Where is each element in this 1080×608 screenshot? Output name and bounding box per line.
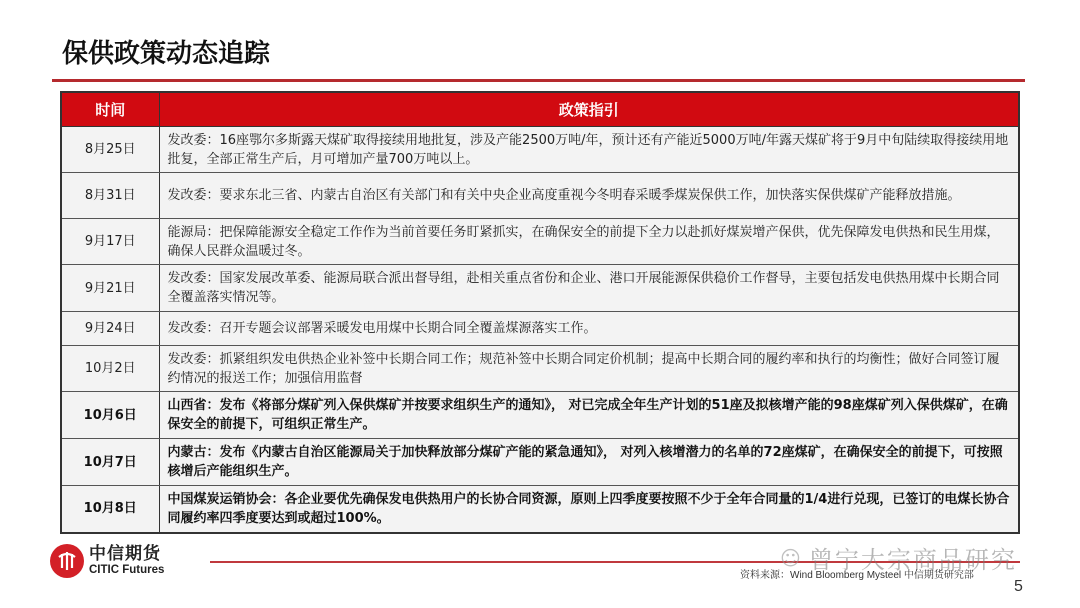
- table-row: [61, 219, 1019, 265]
- table-row: [61, 127, 1019, 173]
- row-policy-text: 发改委：16座鄂尔多斯露天煤矿取得接续用地批复，涉及产能2500万吨/年，预计还有产能近5000万吨/年露天煤矿将于9月中旬陆续取得接续用地批复，全部正常生产后，月可增加产量700万吨以上。: [159, 127, 1019, 173]
- title-divider: [52, 79, 1025, 82]
- row-date: 10月6日: [61, 392, 159, 439]
- row-policy-text: 内蒙古：发布《内蒙古自治区能源局关于加快释放部分煤矿产能的紧急通知》， 对列入核增潜力的名单的72座煤矿，在确保安全的前提下，可按照核增后产能组织生产。: [159, 439, 1019, 486]
- row-date: 10月7日: [61, 439, 159, 486]
- source-note: 资料来源：Wind Bloomberg Mysteel 中信期货研究部: [740, 570, 974, 581]
- citic-logo-icon: [50, 544, 84, 578]
- table-header-row: [61, 92, 1019, 127]
- logo-chinese-name: 中信期货: [89, 543, 161, 564]
- page-title: 保供政策动态追踪: [62, 39, 271, 69]
- table-row: [61, 392, 1019, 439]
- table-row: [61, 346, 1019, 392]
- column-header-date: 时间: [61, 92, 159, 127]
- row-policy-text: 发改委：要求东北三省、内蒙古自治区有关部门和有关中央企业高度重视今冬明春采暖季煤炭保供工作，加快落实保供煤矿产能释放措施。: [159, 173, 1019, 219]
- row-policy-text: 山西省：发布《将部分煤矿列入保供煤矿并按要求组织生产的通知》， 对已完成全年生产计划的51座及拟核增产能的98座煤矿列入保供煤矿，在确保安全的前提下，可组织正常生产。: [159, 392, 1019, 439]
- column-header-policy: 政策指引: [159, 92, 1019, 127]
- row-date: 9月24日: [61, 312, 159, 346]
- citic-logo: [50, 544, 164, 578]
- row-date: 9月17日: [61, 219, 159, 265]
- policy-table: [60, 91, 1020, 534]
- row-policy-text: 发改委：国家发展改革委、能源局联合派出督导组，赴相关重点省份和企业、港口开展能源保供稳价工作督导，主要包括发电供热用煤中长期合同全覆盖落实情况等。: [159, 265, 1019, 312]
- watermark-text: 曾宁大宗商品研究: [808, 546, 1017, 574]
- table-row: [61, 486, 1019, 533]
- logo-english-name: CITIC Futures: [89, 563, 165, 576]
- row-policy-text: 发改委：抓紧组织发电供热企业补签中长期合同工作；规范补签中长期合同定价机制；提高中长期合同的履约率和执行的均衡性；做好合同签订履约情况的报送工作；加强信用监督: [159, 346, 1019, 392]
- row-policy-text: 发改委：召开专题会议部署采暖发电用煤中长期合同全覆盖煤源落实工作。: [159, 312, 1019, 346]
- row-policy-text: 能源局：把保障能源安全稳定工作作为当前首要任务盯紧抓实，在确保安全的前提下全力以赴抓好煤炭增产保供，优先保障发电供热和民生用煤，确保人民群众温暖过冬。: [159, 219, 1019, 265]
- row-policy-text: 中国煤炭运销协会：各企业要优先确保发电供热用户的长协合同资源，原则上四季度要按照不少于全年合同量的1/4进行兑现，已签订的电煤长协合同履约率四季度要达到或超过100%。: [159, 486, 1019, 533]
- row-date: 9月21日: [61, 265, 159, 312]
- table-row: [61, 265, 1019, 312]
- row-date: 8月31日: [61, 173, 159, 219]
- table-row: [61, 312, 1019, 346]
- row-date: 10月2日: [61, 346, 159, 392]
- row-date: 10月8日: [61, 486, 159, 533]
- table-row: [61, 173, 1019, 219]
- wechat-icon: ☺: [780, 545, 803, 570]
- table-row: [61, 439, 1019, 486]
- row-date: 8月25日: [61, 127, 159, 173]
- page-number: 5: [1014, 578, 1023, 595]
